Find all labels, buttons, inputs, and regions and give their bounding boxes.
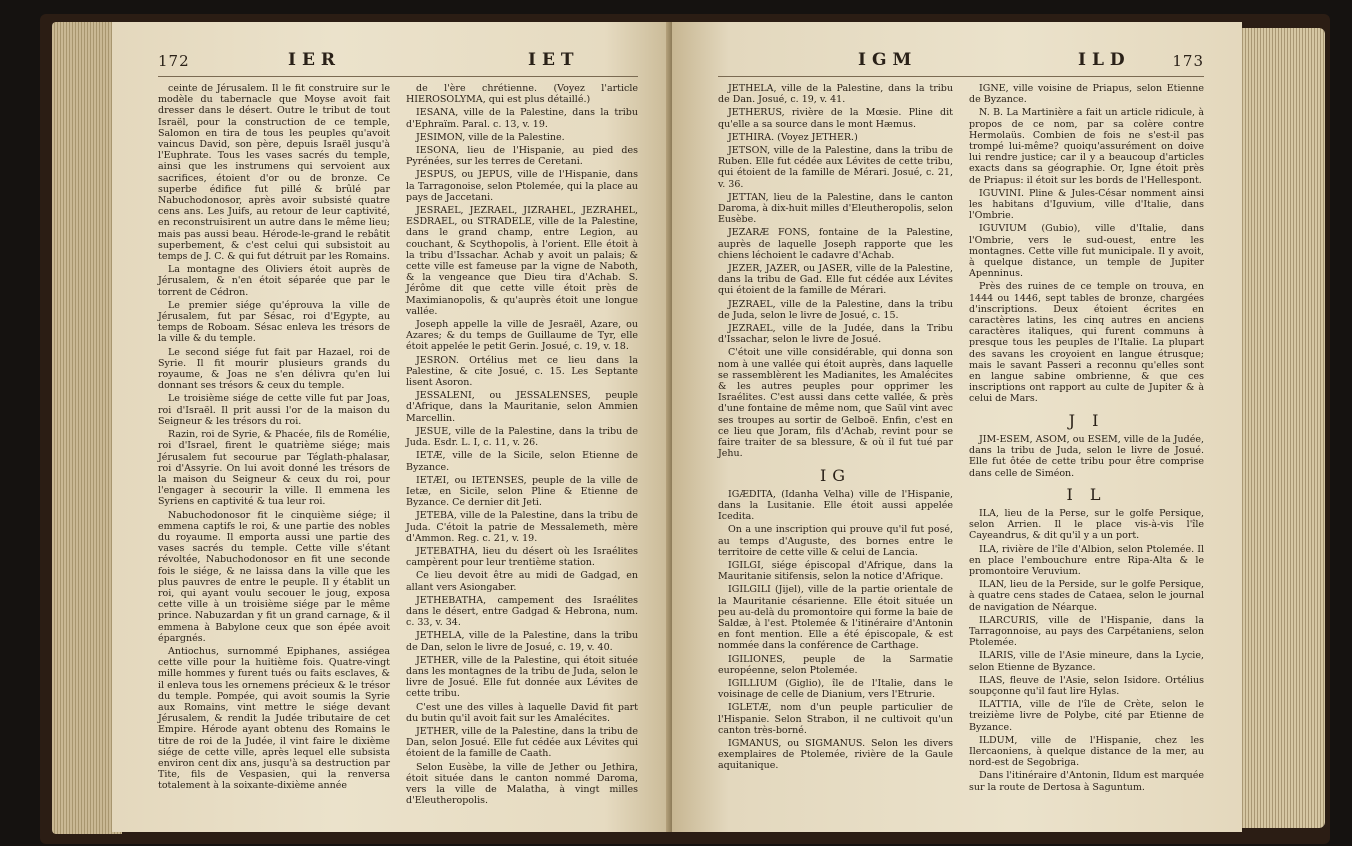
paragraph: La montagne des Oliviers étoit auprès de Jérusalem, & n'en étoit séparée que par le torrent de Cédron. — [158, 264, 390, 298]
entry: JETHEBATHA, campement des Israélites dans le désert, entre Gadgad & Hebrona, num. c. 33, v. 34. — [406, 594, 638, 629]
right-headword-1: IGM — [858, 50, 918, 70]
entry: JESRAEL, JEZRAEL, JIZRAHEL, JEZRAHEL, ESDRAEL, ou STRADELE, ville de la Palestine, dans le grand champ, entre Legion, au couchant, & Scythopolis, à l'orient. Elle étoit à la tribu d'Issachar. Achab y avoit un palais; & cette ville est fameuse par la vigne de Naboth, & la vengeance que Dieu tira d'Achab. S. Jérôme dit que cette ville étoit près de Maximianopolis, & qu'auprès étoit une longue vallée. — [406, 205, 638, 317]
entry: IESONA, lieu de l'Hispanie, au pied des Pyrénées, sur les terres de Ceretani. — [406, 145, 638, 168]
entry: JIM-ESEM, ASOM, ou ESEM, ville de la Judée, dans la tribu de Juda, selon le livre de Josué. Elle fut ôtée de cette tribu pour être comprise dans celle de Siméon. — [969, 433, 1204, 479]
paragraph: Le troisième siége de cette ville fut par Joas, roi d'Israël. Il prit aussi l'or de la maison du Seigneur & les trésors du roi. — [158, 393, 390, 427]
entry: JESSALENI, ou JESSALENSES, peuple d'Afrique, dans la Mauritanie, selon Ammien Marcellin. — [406, 390, 638, 424]
entry: IESANA, ville de la Palestine, dans la tribu d'Ephraïm. Paral. c. 13, v. 19. — [406, 107, 638, 130]
paragraph: de l'ère chrétienne. (Voyez l'article HIEROSOLYMA, qui est plus détaillé.) — [406, 83, 638, 106]
paragraph: Nabuchodonosor fit le cinquième siége; il emmena captifs le roi, & une partie des nobles du royaume. Il emporta aussi une partie des vases sacrés du temple. Cette ville s'étant révoltée, Nabuchodonosor en fit une seconde fois le siége, & ne laissa dans la ville que les plus pauvres de entre le peuple. Il y établit un roi, qui ayant voulu secouer le joug, exposa cette ville à un troisième siége par le même prince. Nabuzardan y fit un grand carnage, & il emmena à Babylone ceux que son épée avoit épargnés. — [158, 509, 390, 644]
paragraph: Le premier siége qu'éprouva la ville de Jérusalem, fut par Sésac, roi d'Egypte, au temps de Roboam. Sésac enleva les trésors de la ville & du temple. — [158, 299, 390, 345]
entry: IGUVIUM (Gubio), ville d'Italie, dans l'Ombrie, vers le sud-ouest, entre les montagnes. Cette ville fut municipale. Il y avoit, à quelque distance, un temple de Jupiter Apenninus. — [969, 223, 1204, 280]
section-heading-il: I L — [1066, 484, 1107, 504]
entry: JETHELA, ville de la Palestine, dans la tribu de Dan. Josué, c. 19, v. 41. — [718, 83, 953, 106]
entry: IGMANUS, ou SIGMANUS. Selon les divers exemplaires de Ptolemée, rivière de la Gaule aquitanique. — [718, 737, 953, 772]
entry: Près des ruines de ce temple on trouva, en 1444 ou 1446, sept tables de bronze, chargées d'inscriptions. Deux étoient écrites en caractères latins, les cinq autres en anciens caractères italiques, qui furent communs à presque tous les peuples de l'Italie. La plupart des savans les croyoient en langue étrusque; mais le savant Passeri a reconnu qu'elles sont en langue sabine ombrienne, & que ces inscriptions ont rapport au culte de Jupiter & à celui de Mars. — [969, 281, 1204, 405]
entry: IGILGILI (Jijel), ville de la partie orientale de la Mauritanie césarienne. Elle étoit située un peu au-delà du promontoire qui forme la baie de Saldæ, à l'est. Ptolemée & l'itinéraire d'Antonin en font mention. Elle a été épiscopale, & est nommée dans la conférence de Carthage. — [718, 584, 953, 652]
right-page — [672, 22, 1242, 832]
entry: ILARCURIS, ville de l'Hispanie, dans la Tarragonnoise, au pays des Carpétaniens, selon Ptolemée. — [969, 614, 1204, 649]
entry: IGILIONES, peuple de la Sarmatie européenne, selon Ptolemée. — [718, 653, 953, 676]
right-headword-2: ILD — [1078, 50, 1131, 70]
left-headword-1: IER — [288, 50, 342, 70]
entry: Selon Eusèbe, la ville de Jether ou Jethira, étoit située dans le canton nommé Daroma, vers la ville de Malatha, à vingt milles d'Eleutheropolis. — [406, 761, 638, 807]
entry: On a une inscription qui prouve qu'il fut posé, au temps d'Auguste, des bornes entre le territoire de cette ville & celui de Lancia. — [718, 524, 953, 558]
entry: IGÆDITA, (Idanha Velha) ville de l'Hispanie, dans la Lusitanie. Elle étoit aussi appelée Icedita. — [718, 488, 953, 523]
entry: Joseph appelle la ville de Jesraël, Azare, ou Azares; & du temps de Guillaume de Tyr, elle étoit appelée le petit Gerin. Josué, c. 19, v. 18. — [406, 319, 638, 353]
left-headword-2: IET — [528, 50, 580, 70]
entry: IGUVINI. Pline & Jules-César nomment ainsi les habitans d'Iguvium, ville d'Italie, dans l'Ombrie. — [969, 187, 1204, 222]
right-running-head — [718, 50, 1204, 77]
entry: IETÆI, ou IETENSES, peuple de la ville de Ietæ, en Sicile, selon Pline & Etienne de Byzance. Ce dernier dit Jeti. — [406, 474, 638, 509]
entry: N. B. La Martinière a fait un article ridicule, à propos de ce nom, par sa colère contre Hermolaüs. Combien de fois ne s'est-il pas trompé lui-même? quoiqu'assurément on doive lui rendre justice; car il y a beaucoup d'articles exacts dans sa géographie. Or, Igne étoit près de Priapus: il étoit sur les bords de l'Hellespont. — [969, 107, 1204, 186]
left-page — [112, 22, 672, 832]
page-edges-right — [1240, 28, 1325, 828]
paragraph: ceinte de Jérusalem. Il le fit construire sur le modèle du tabernacle que Moyse avoit fait dresser dans le désert. Outre le tribut de tout Israël, pour la construction de ce temple, Salomon en tira de tous les peuples qu'avoit vaincus David, son père, depuis Israël jusqu'à l'Euphrate. Tous les vases sacrés du temple, ainsi que les instrumens qui servoient aux sacrifices, étoient d'or ou de bronze. Ce superbe édifice fut pillé & brûlé par Nabuchodonosor, après avoir subsisté quatre cens ans. Les Juifs, au retour de leur captivité, en reconstruisirent un autre dans le même lieu; mais pas aussi beau. Hérode-le-grand le rebâtit superbement, & c'est celui qui subsistoit au temps de J. C. & qui fut détruit par les Romains. — [158, 83, 390, 263]
right-column-2 — [969, 83, 1204, 795]
entry: JESUE, ville de la Palestine, dans la tribu de Juda. Esdr. L. I, c. 11, v. 26. — [406, 425, 638, 449]
entry: Ce lieu devoit être au midi de Gadgad, en allant vers Asiongaber. — [406, 570, 638, 593]
left-running-head — [158, 50, 638, 77]
entry: JEZRAEL, ville de la Judée, dans la Tribu d'Issachar, selon le livre de Josué. — [718, 323, 953, 346]
paragraph: Antiochus, surnommé Epiphanes, assiégea cette ville pour la huitième fois. Quatre-vingt mille hommes y furent tués ou faits esclaves, & il enleva tous les ornemens précieux & le trésor du temple. Pompée, qui avoit soumis la Syrie aux Romains, vint mettre le siége devant Jérusalem, & rendit la Judée tributaire de cet Empire. Hérode ayant obtenu des Romains le titre de roi de la Judée, il vint faire le dixième siége de cette ville, après lequel elle subsista environ cent dix ans, jusqu'à sa destruction par Tite, fils de Vespasien, qui la renversa totalement à la soixante-dixième année — [158, 645, 390, 792]
section-heading-ig: IG — [819, 465, 852, 485]
entry: JESIMON, ville de la Palestine. — [416, 131, 565, 143]
right-column-1 — [718, 83, 953, 795]
entry: IGNE, ville voisine de Priapus, selon Etienne de Byzance. — [969, 83, 1204, 106]
entry: JETHIRA. (Voyez JETHER.) — [728, 131, 858, 143]
left-page-number: 172 — [158, 52, 190, 70]
entry: JETSON, ville de la Palestine, dans la tribu de Ruben. Elle fut cédée aux Lévites de cette tribu, qui étoient de la famille de Mérari. Josué, c. 21, v. 36. — [718, 145, 953, 190]
entry: C'étoit une ville considérable, qui donna son nom à une vallée qui étoit auprès, dans laquelle se rassemblèrent les Madianites, les Amalécites & les autres peuples pour opprimer les Israélites. C'est aussi dans cette vallée, & près d'une fontaine de même nom, que Saül vint avec ses troupes au sortir de Gelboë. Enfin, c'est en ce lieu que Joram, fils d'Achab, revint pour se faire traiter de sa blessure, & où il fut tué par Jehu. — [718, 347, 953, 460]
left-column-1 — [158, 83, 390, 808]
right-page-number: 173 — [1172, 52, 1204, 70]
entry: ILATTIA, ville de l'île de Crète, selon le treizième livre de Polybe, cité par Etienne de Byzance. — [969, 699, 1204, 733]
entry: JETHER, ville de la Palestine, qui étoit située dans les montagnes de la tribu de Juda, selon le livre de Josué. Elle fut donnée aux Lévites de cette tribu. — [406, 654, 638, 700]
entry: IGILLIUM (Giglio), île de l'Italie, dans le voisinage de celle de Dianium, vers l'Etrurie. — [718, 677, 953, 701]
entry: JETEBA, ville de la Palestine, dans la tribu de Juda. C'étoit la patrie de Messalemeth, mère d'Ammon. Reg. c. 21, v. 19. — [406, 510, 638, 544]
entry: IGILGI, siége épiscopal d'Afrique, dans la Mauritanie sitifensis, selon la notice d'Afrique. — [718, 559, 953, 583]
entry: JETHER, ville de la Palestine, dans la tribu de Dan, selon Josué. Elle fut cédée aux Lévites qui étoient de la famille de Caath. — [406, 725, 638, 760]
entry: JEZER, JAZER, ou JASER, ville de la Palestine, dans la tribu de Gad. Elle fut cédée aux Lévites qui étoient de la famille de Mérari. — [718, 263, 953, 297]
paragraph: Razin, roi de Syrie, & Phacée, fils de Romélie, roi d'Israel, firent le quatrième siége; mais Jérusalem fut secourue par Téglath-phalasar, roi d'Assyrie. On lui avoit donné les trésors de la maison du Seigneur & ceux du roi, pour l'engager à secourir la ville. Il emmena les Syriens en captivité & tua leur roi. — [158, 429, 390, 508]
entry: JEZARÆ FONS, fontaine de la Palestine, auprès de laquelle Joseph rapporte que les chiens léchoient le cadavre d'Achab. — [718, 227, 953, 261]
entry: JETTAN, lieu de la Palestine, dans le canton Daroma, à dix-huit milles d'Eleutheropolis, selon Eusèbe. — [718, 191, 953, 226]
entry: JETEBATHA, lieu du désert où les Israélites campèrent pour leur trentième station. — [406, 545, 638, 569]
entry: C'est une des villes à laquelle David fit part du butin qu'il avoit fait sur les Amalécites. — [406, 701, 638, 724]
entry: JEZRAEL, ville de la Palestine, dans la tribu de Juda, selon le livre de Josué, c. 15. — [718, 298, 953, 321]
entry: ILA, rivière de l'île d'Albion, selon Ptolemée. Il en place l'embouchure entre Ripa-Alta & le promontoire Veruvium. — [969, 543, 1204, 577]
entry: ILAN, lieu de la Perside, sur le golfe Persique, à quatre cens stades de Cataea, selon le journal de navigation de Néarque. — [969, 579, 1204, 613]
entry: ILARIS, ville de l'Asie mineure, dans la Lycie, selon Etienne de Byzance. — [969, 650, 1204, 673]
left-column-2 — [406, 83, 638, 808]
entry: JETHELA, ville de la Palestine, dans la tribu de Dan, selon le livre de Josué, c. 19, v. 40. — [406, 630, 638, 653]
entry: JETHERUS, rivière de la Mœsie. Pline dit qu'elle a sa source dans le mont Hæmus. — [718, 107, 953, 130]
entry: ILDUM, ville de l'Hispanie, chez les Ilercaoniens, à quelque distance de la mer, au nord-est de Segobriga. — [969, 734, 1204, 769]
entry: JESPUS, ou JEPUS, ville de l'Hispanie, dans la Tarragonoise, selon Ptolemée, qui la place au pays de Jaccetani. — [406, 169, 638, 203]
entry: ILAS, fleuve de l'Asie, selon Isidore. Ortélius soupçonne qu'il faut lire Hylas. — [969, 674, 1204, 697]
entry: JESRON. Ortélius met ce lieu dans la Palestine, & cite Josué, c. 15. Les Septante lisent Asoron. — [406, 354, 638, 389]
paragraph: Le second siége fut fait par Hazael, roi de Syrie. Il fit mourir plusieurs grands du royaume, & Joas ne s'en délivra qu'en lui donnant ses trésors & ceux du temple. — [158, 346, 390, 392]
entry: IETÆ, ville de la Sicile, selon Etienne de Byzance. — [406, 450, 638, 473]
entry: IGLETÆ, nom d'un peuple particulier de l'Hispanie. Selon Strabon, il ne cultivoit qu'un canton très-borné. — [718, 702, 953, 736]
entry: Dans l'itinéraire d'Antonin, Ildum est marquée sur la route de Dertosa à Saguntum. — [969, 770, 1204, 793]
section-heading-ji: J I — [1068, 410, 1105, 430]
entry: ILA, lieu de la Perse, sur le golfe Persique, selon Arrien. Il le place vis-à-vis l'île Cayeandrus, & dit qu'il y a un port. — [969, 507, 1204, 542]
